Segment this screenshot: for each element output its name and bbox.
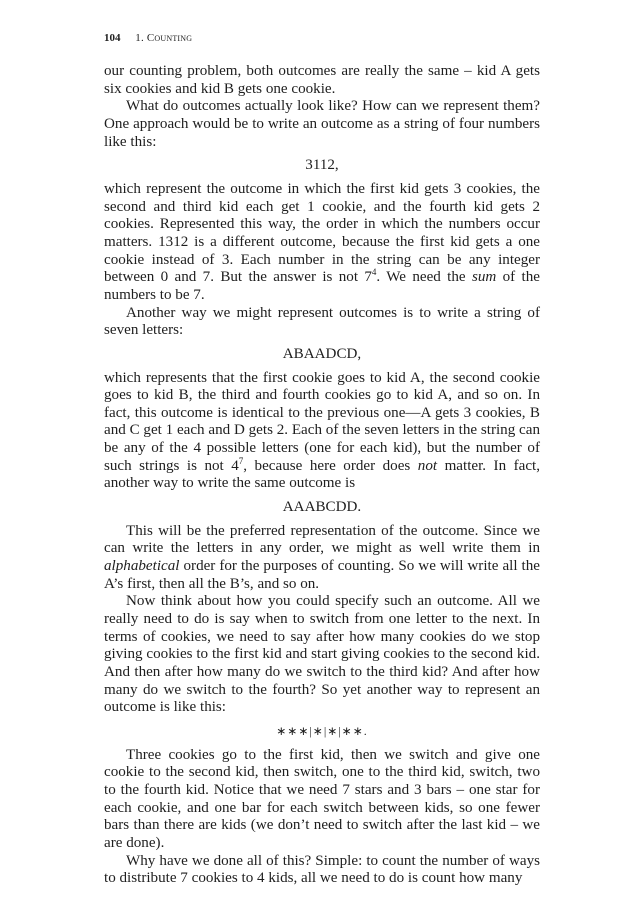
display-formula: AAABCDD. — [282, 499, 362, 516]
paragraph — [104, 370, 540, 494]
text-run: . We need the — [376, 269, 472, 286]
text-run: which represent the outcome in which the first kid gets 3 cookies, the second and third kid each get 1 cookie, and the fourth kid gets 2 cookies. Represented this way, the order in which the numbers occur matters. 1312 is a different outcome, because the first kid gets a one cookie instead of 3. Each number in the string can be any integer between 0 and 7. But the answer is not 7 — [104, 180, 540, 286]
chapter-title: 1. Counting — [135, 32, 193, 44]
display-formula: ABAADCD, — [282, 345, 362, 362]
text-run: This will be the preferred representation of the outcome. Since we can write the letters in any order, we might as well write them in — [104, 522, 540, 557]
paragraph: Now think about how you could specify such an outcome. All we really need to do is say when to switch from one letter to the next. In terms of cookies, we need to say after how many cookies do we stop giving cookies to the first kid and start giving cookies to the second kid. And then after how many do we switch to the third kid? And after how many do we switch to the fourth? So yet another way to represent an outcome is like this: — [104, 593, 540, 716]
body-text — [104, 63, 540, 888]
paragraph: Three cookies go to the first kid, then we switch and give one cookie to the second kid, then switch, one to the third kid, switch, two to the fourth kid. Notice that we need 7 stars and 3 bars – one star for each cookie, and one bar for each switch between kids, so one fewer bars than there are kids (we don’t need to switch after the last kid – we are done). — [104, 746, 540, 851]
paragraph — [104, 181, 540, 305]
page-number: 104 — [104, 32, 121, 44]
paragraph: What do outcomes actually look like? How can we represent them? One approach would be to write an outcome as a string of four numbers like this: — [104, 98, 540, 150]
superscript: 4 — [371, 267, 377, 278]
text-run: of the numbers to be 7. — [104, 269, 540, 303]
display-formula: ∗∗∗|∗|∗|∗∗. — [276, 723, 368, 738]
emphasis: sum — [471, 269, 497, 286]
display-formula: 3112, — [305, 157, 339, 174]
paragraph: Another way we might represent outcomes is to write a string of seven letters: — [104, 304, 540, 339]
running-head — [104, 32, 192, 44]
text-run: matter. In fact, another way to write the same outcome is — [104, 457, 541, 492]
text-run: order for the purposes of counting. So we will write all the A’s first, then all the B’s, and so on. — [104, 558, 540, 592]
text-run: , because here order does — [243, 457, 418, 474]
emphasis: not — [417, 457, 438, 474]
superscript: 7 — [238, 455, 244, 466]
paragraph: our counting problem, both outcomes are really the same – kid A gets six cookies and kid B gets one cookie. — [104, 63, 540, 97]
paragraph — [104, 523, 540, 594]
paragraph: Why have we done all of this? Simple: to count the number of ways to distribute 7 cookies to 4 kids, all we need to do is count how many — [104, 852, 540, 887]
text-run: which represents that the first cookie goes to kid A, the second cookie goes to kid B, the third and fourth cookies go to kid A, and so on. In fact, this outcome is identical to the previous one—A gets 3 cookies, B and C get 1 each and D gets 2. Each of the seven letters in the string can be any of the 4 possible letters (one for each kid), but the number of such strings is not 4 — [104, 369, 540, 474]
emphasis: alphabetical — [104, 558, 180, 575]
